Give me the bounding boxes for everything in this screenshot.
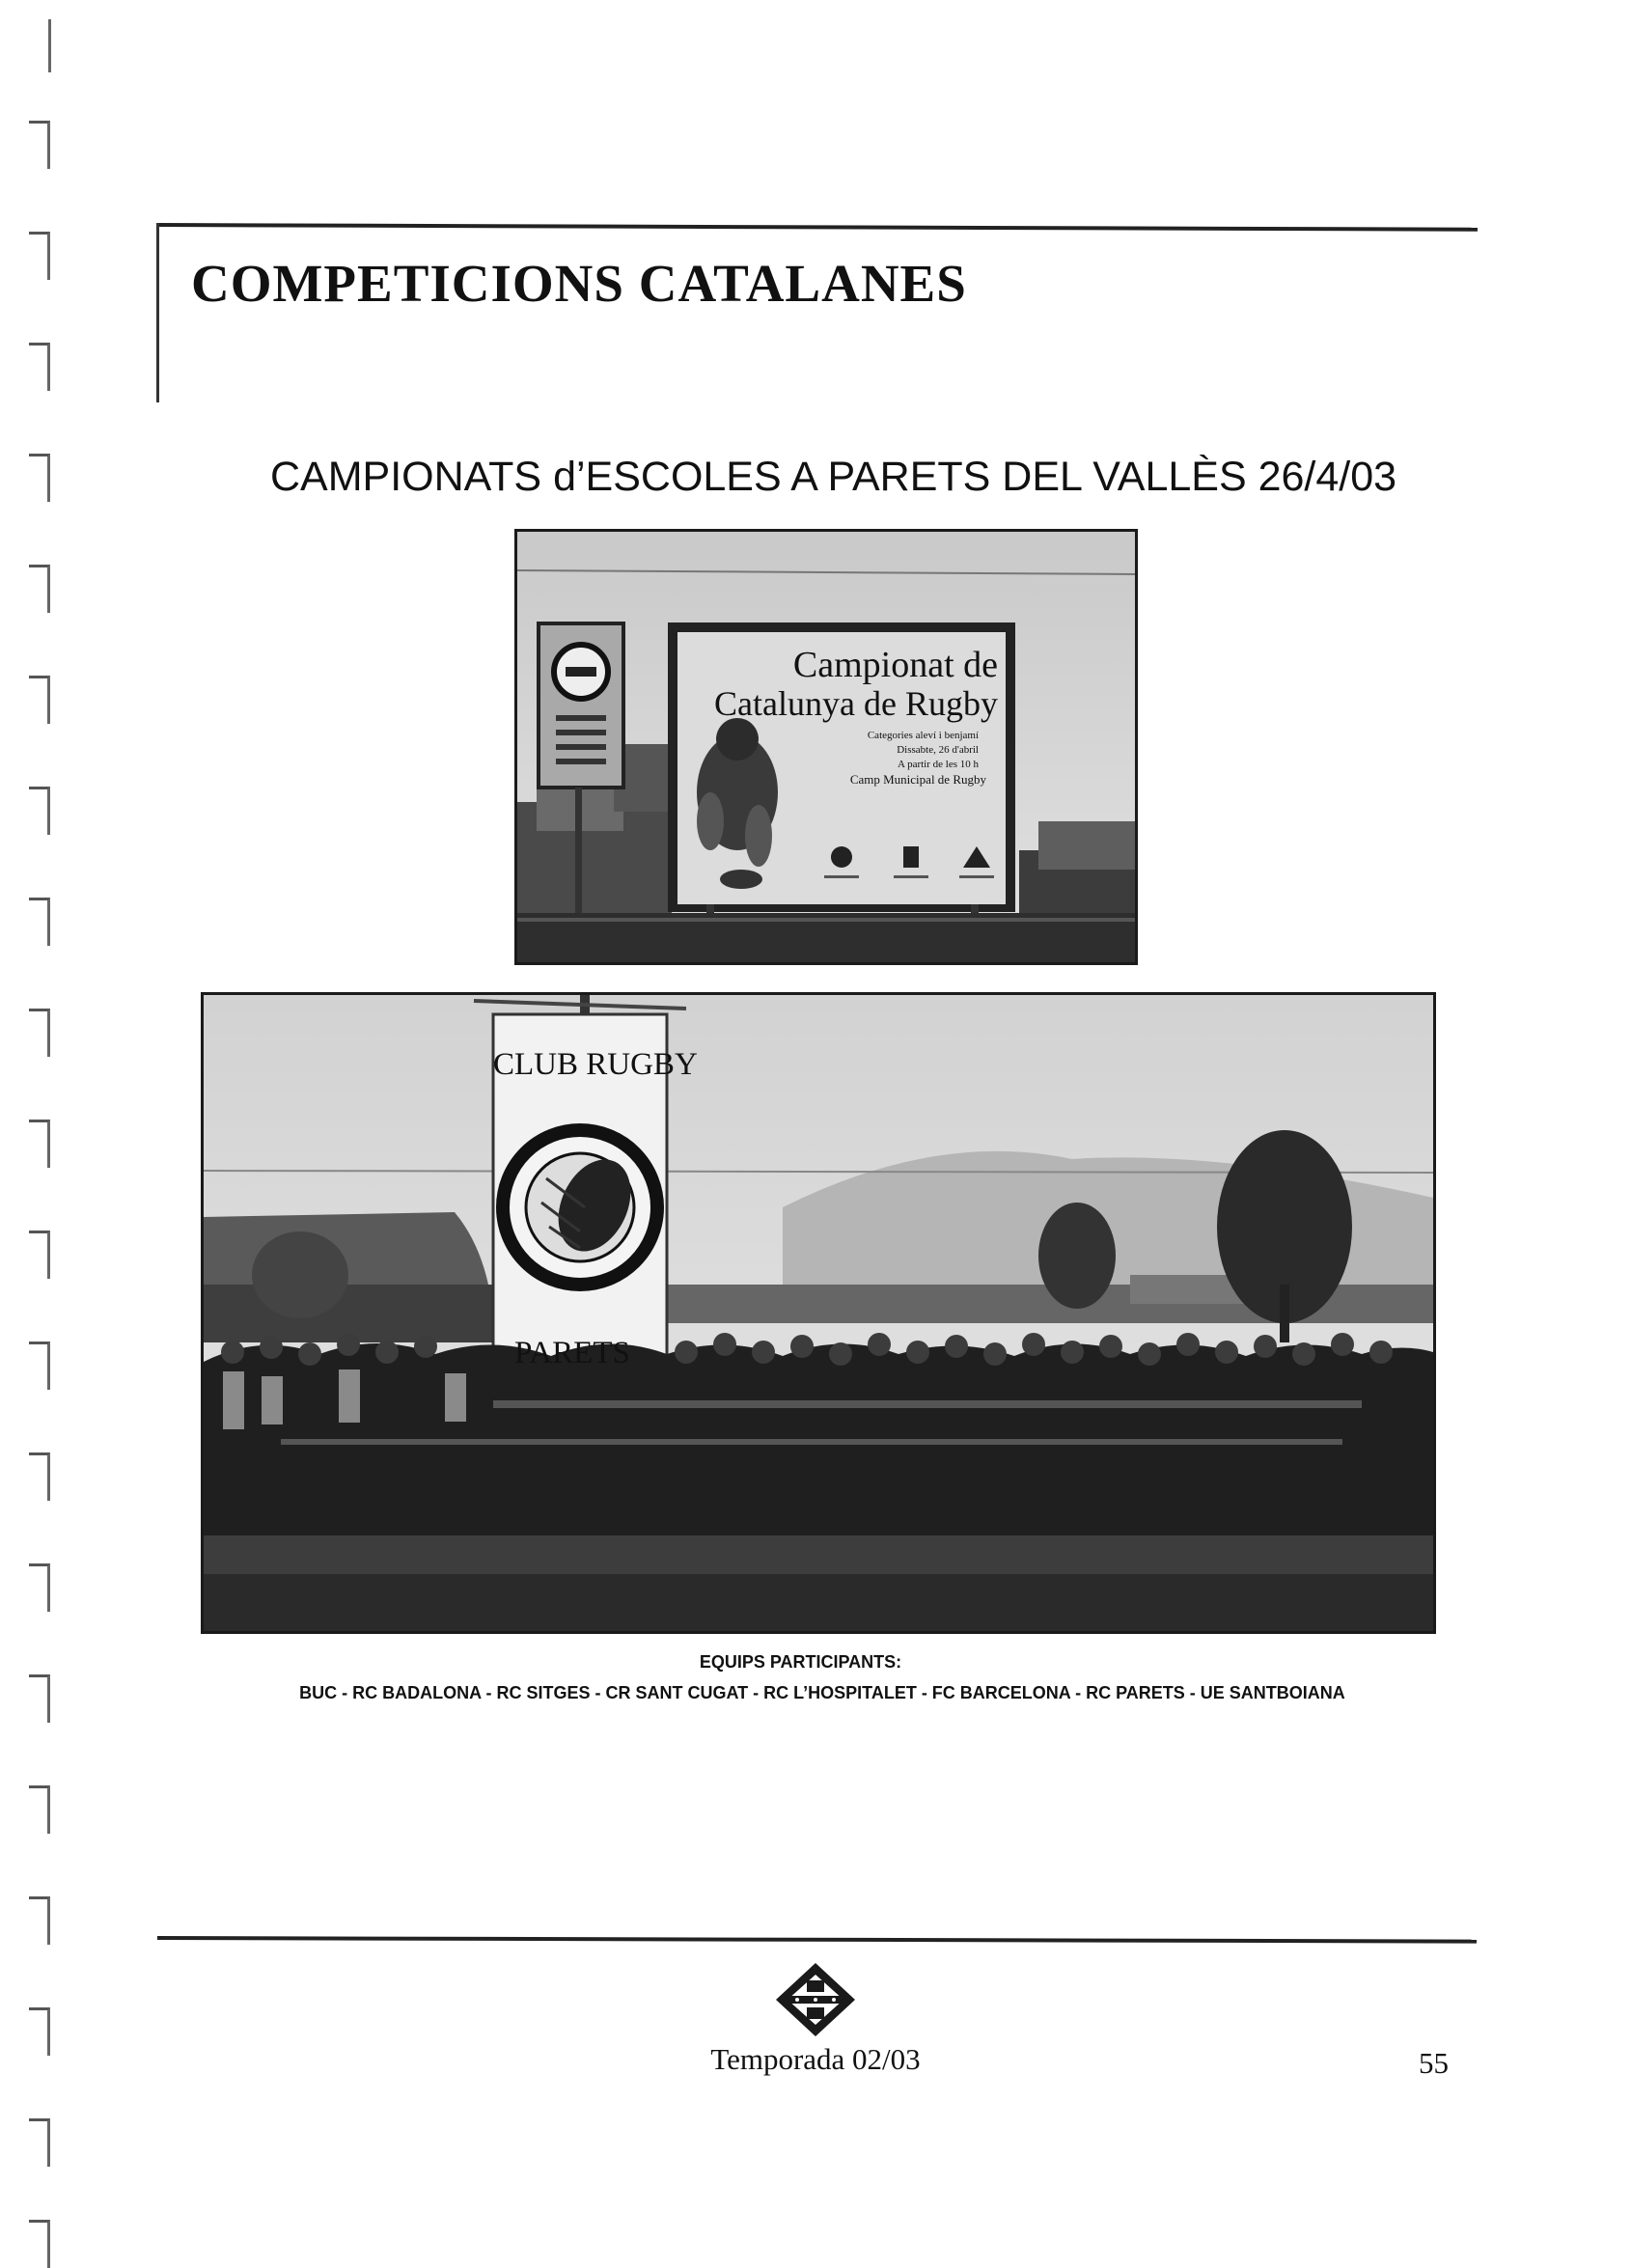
billboard-text <box>677 646 1006 788</box>
binding-mark <box>29 1785 50 1834</box>
binding-mark <box>29 232 50 280</box>
binding-mark <box>29 1452 50 1501</box>
binding-mark <box>29 898 50 946</box>
billboard-date: Dissabte, 26 d'abril <box>897 744 979 756</box>
billboard-categories: Categories aleví i benjamí <box>867 730 979 741</box>
federation-logo <box>772 1961 859 2038</box>
binding-mark <box>29 787 50 835</box>
binding-mark <box>29 1120 50 1168</box>
billboard-photo <box>514 529 1138 965</box>
binding-mark <box>29 343 50 391</box>
binding-mark <box>29 1563 50 1612</box>
banner-town-label: PARETS <box>514 1336 630 1370</box>
team-group-photo <box>201 992 1436 1634</box>
billboard-title-line1: Campionat de <box>792 645 998 685</box>
binding-mark <box>29 1896 50 1945</box>
participants-heading: EQUIPS PARTICIPANTS: <box>699 1652 902 1672</box>
billboard-title-line2: Catalunya de Rugby <box>714 684 998 723</box>
banner-club-label: CLUB RUGBY <box>493 1047 698 1082</box>
binding-mark <box>29 676 50 724</box>
binding-mark <box>29 121 50 169</box>
binding-marks <box>0 0 77 2264</box>
binding-mark <box>29 565 50 613</box>
header-vertical-rule <box>156 223 159 402</box>
binding-mark <box>29 1341 50 1390</box>
binding-mark <box>29 1009 50 1057</box>
binding-mark <box>29 454 50 502</box>
binding-mark <box>29 2118 50 2167</box>
binding-mark <box>29 1674 50 1723</box>
footer-rule <box>157 1936 1477 1944</box>
section-title: COMPETICIONS CATALANES <box>191 254 967 313</box>
participants-list: BUC - RC BADALONA - RC SITGES - CR SANT CUGAT - RC L’HOSPITALET - FC BARCELONA - RC PARETS - UE SANTBOIANA <box>299 1683 1345 1702</box>
billboard-time: A partir de les 10 h <box>897 759 979 770</box>
federation-logo-mark <box>772 1961 859 2038</box>
binding-mark <box>29 2220 50 2268</box>
event-title: CAMPIONATS d’ESCOLES A PARETS DEL VALLÈS 26/4/03 <box>270 454 1397 500</box>
billboard-venue: Camp Municipal de Rugby <box>849 772 986 787</box>
binding-mark <box>48 19 51 72</box>
header-rule <box>157 223 1478 232</box>
team-group-photo-scene <box>204 995 1433 1631</box>
season-label: Temporada 02/03 <box>710 2042 921 2076</box>
page-number: 55 <box>1419 2046 1449 2080</box>
binding-mark <box>29 1231 50 1279</box>
